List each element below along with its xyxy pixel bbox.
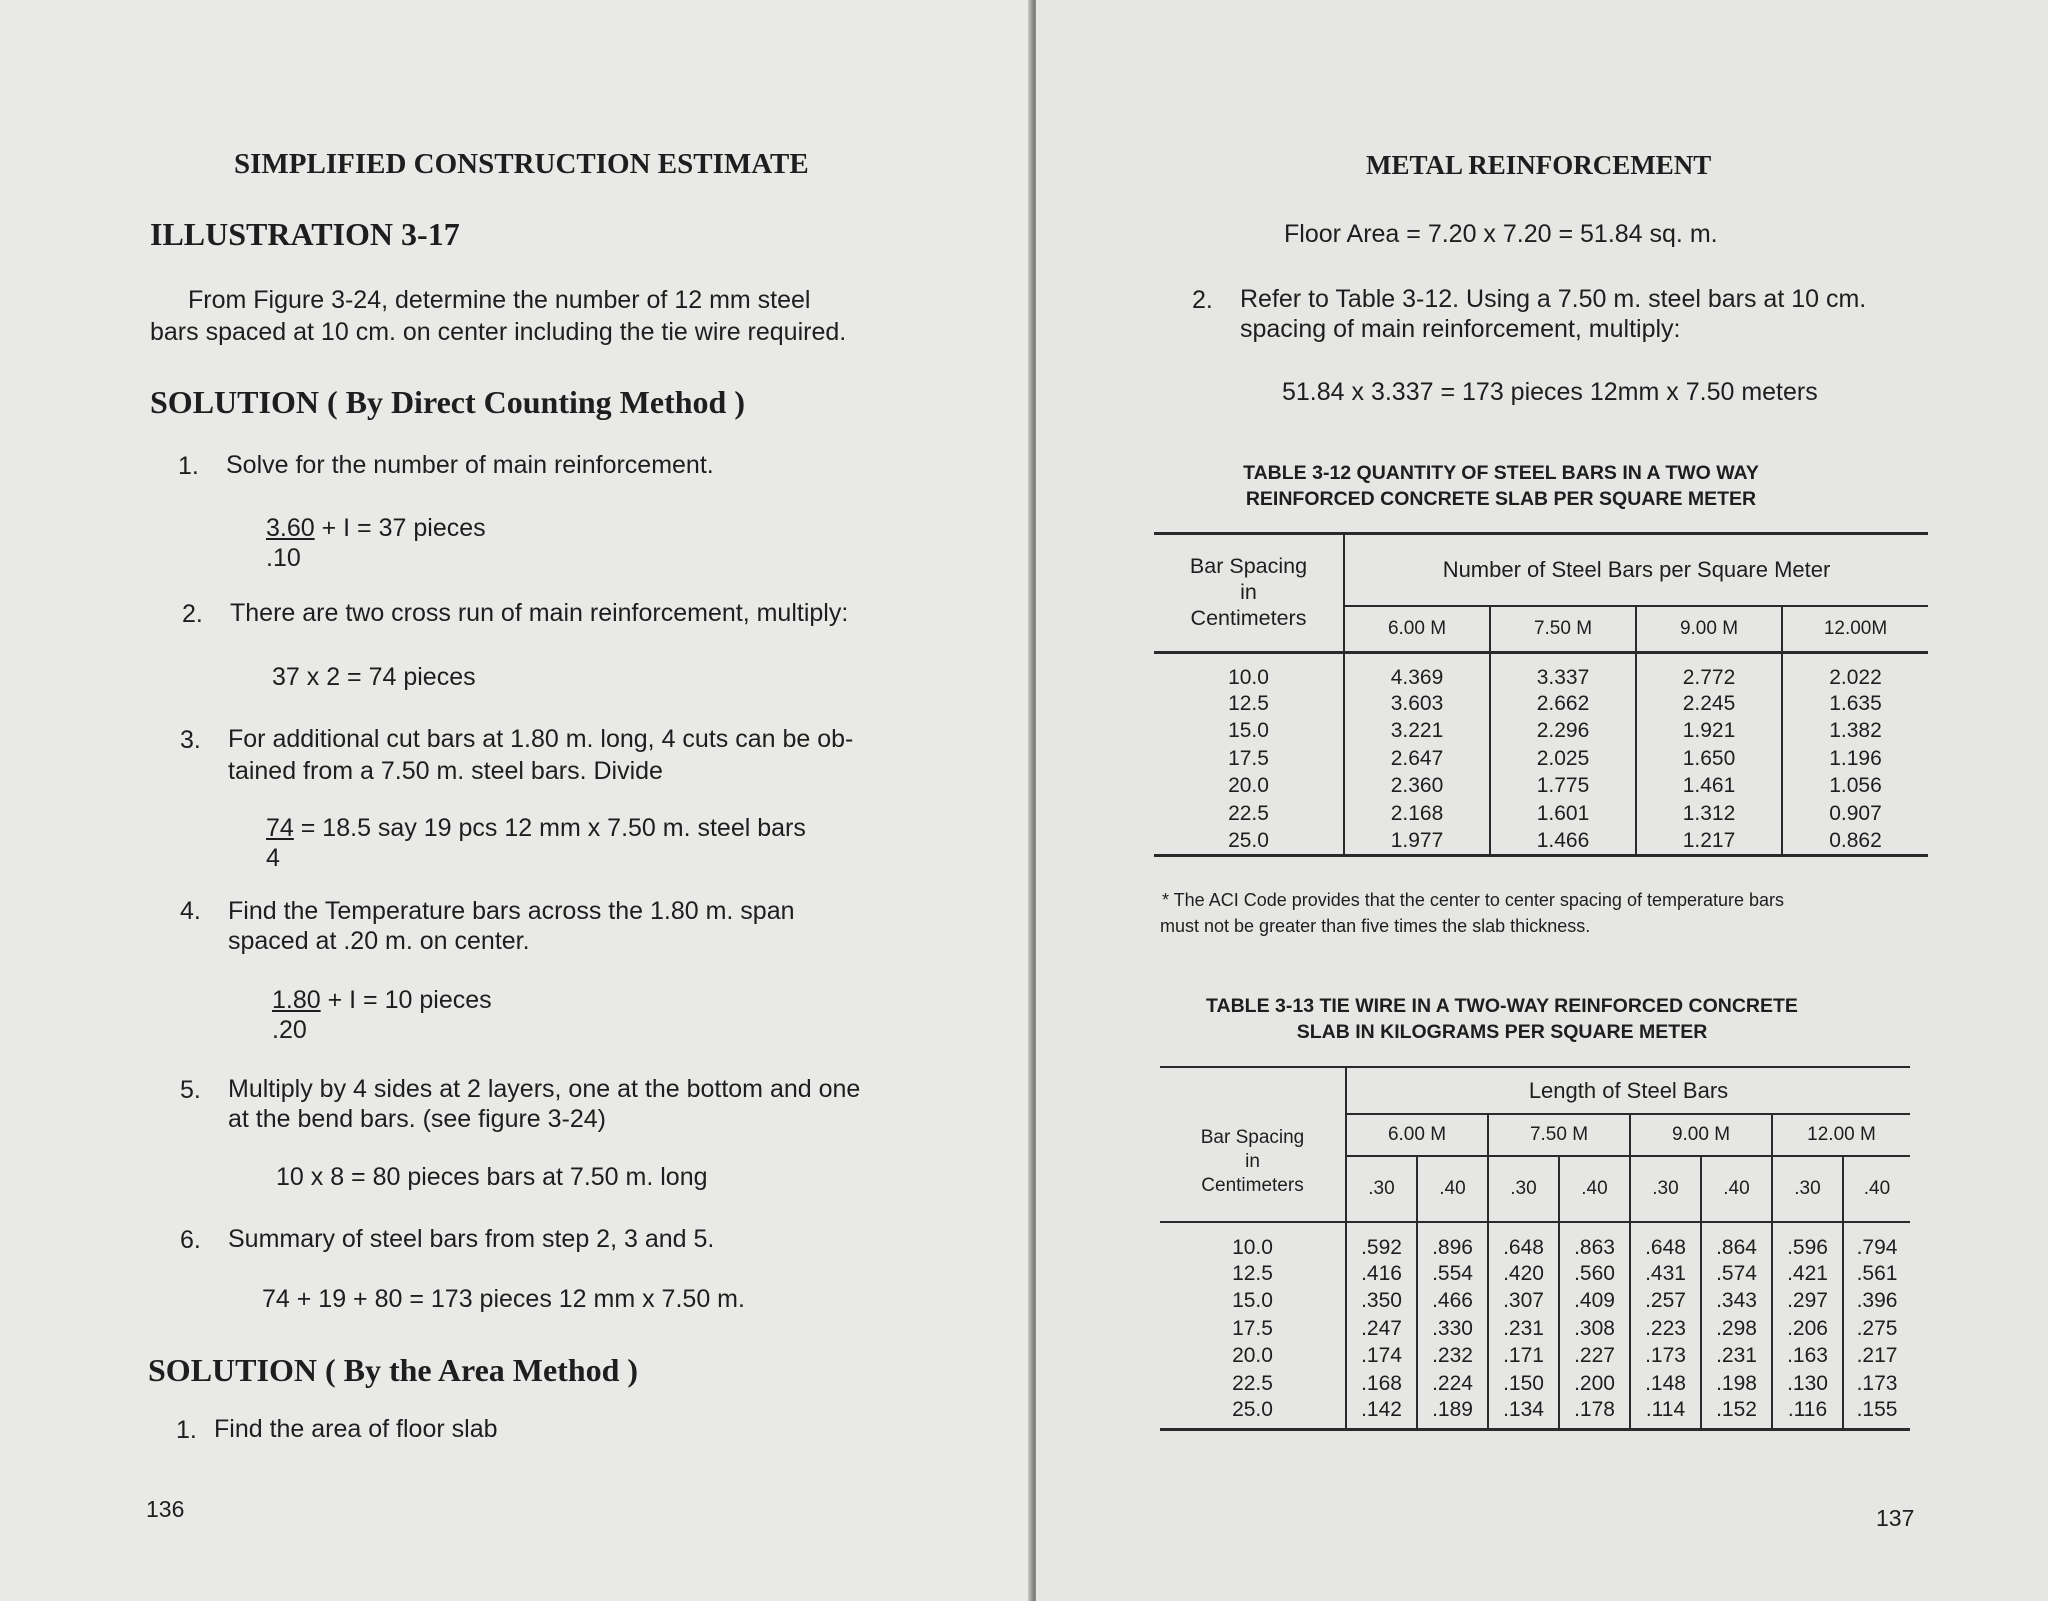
- step-number: 4.: [180, 897, 201, 925]
- group-header: Length of Steel Bars: [1346, 1068, 1910, 1114]
- table-caption: [1166, 993, 1838, 1045]
- table-row: [1160, 1343, 1910, 1371]
- subcolumn-header: .30: [1772, 1156, 1843, 1222]
- value-cell: .223: [1630, 1315, 1701, 1343]
- spacing-cell: 22.5: [1154, 800, 1344, 828]
- value-cell: 1.466: [1490, 828, 1636, 856]
- value-cell: 1.977: [1344, 828, 1490, 856]
- value-cell: 0.907: [1829, 801, 1882, 825]
- value-cell: 2.245: [1636, 690, 1782, 718]
- value-cell: .863: [1559, 1222, 1630, 1260]
- value-cell: .114: [1630, 1398, 1701, 1430]
- row-header: [1160, 1068, 1346, 1222]
- row-header: [1154, 534, 1344, 652]
- value-cell: .152: [1701, 1398, 1772, 1430]
- column-header: 6.00 M: [1344, 606, 1490, 652]
- calc-rest: + I = 37 pieces: [321, 514, 486, 542]
- value-cell: .896: [1417, 1222, 1488, 1260]
- calc-rest: + I = 10 pieces: [327, 986, 492, 1014]
- step-number: 2.: [182, 600, 203, 628]
- calc-equation: 10 x 8 = 80 pieces bars at 7.50 m. long: [276, 1163, 708, 1191]
- value-cell: 2.662: [1490, 690, 1636, 718]
- illustration-title: ILLUSTRATION 3-17: [150, 216, 460, 252]
- value-cell: .648: [1630, 1222, 1701, 1260]
- value-cell: .134: [1488, 1398, 1559, 1430]
- value-cell: .275: [1856, 1316, 1898, 1340]
- table-row: [1160, 1315, 1910, 1343]
- page-number: 136: [146, 1496, 185, 1522]
- value-cell: .420: [1488, 1260, 1559, 1288]
- value-cell: .307: [1488, 1288, 1559, 1316]
- step-text: Find the Temperature bars across the 1.80 m. span: [228, 897, 795, 925]
- value-cell: .142: [1346, 1398, 1417, 1430]
- value-cell: .224: [1417, 1370, 1488, 1398]
- spacing-cell: 22.5: [1160, 1370, 1346, 1398]
- table-row: [1154, 828, 1928, 856]
- step-number: 1.: [178, 452, 199, 480]
- step-number: 3.: [180, 726, 201, 754]
- length-header: 7.50 M: [1488, 1114, 1630, 1156]
- value-cell: 1.056: [1829, 774, 1882, 798]
- subcolumn-header: .30: [1488, 1156, 1559, 1222]
- value-cell: .150: [1488, 1370, 1559, 1398]
- spacing-cell: 25.0: [1154, 828, 1344, 856]
- calc-fraction: [272, 985, 492, 1045]
- value-cell: .560: [1559, 1260, 1630, 1288]
- column-header: 9.00 M: [1636, 606, 1782, 652]
- calc-rest: = 18.5 say 19 pcs 12 mm x 7.50 m. steel bars: [300, 814, 806, 842]
- subcolumn-header: .40: [1559, 1156, 1630, 1222]
- spacing-cell: 10.0: [1154, 652, 1344, 690]
- value-cell: .130: [1772, 1370, 1843, 1398]
- value-cell: 1.921: [1636, 718, 1782, 746]
- spacing-cell: 25.0: [1160, 1398, 1346, 1430]
- value-cell: 3.221: [1344, 718, 1490, 746]
- value-cell: .163: [1772, 1343, 1843, 1371]
- value-cell: .330: [1417, 1315, 1488, 1343]
- spacing-cell: 17.5: [1160, 1315, 1346, 1343]
- value-cell: .350: [1346, 1288, 1417, 1316]
- spacing-cell: 12.5: [1160, 1260, 1346, 1288]
- value-cell: .416: [1346, 1260, 1417, 1288]
- spacing-cell: 15.0: [1160, 1288, 1346, 1316]
- value-cell: 2.025: [1490, 745, 1636, 773]
- value-cell: .308: [1559, 1315, 1630, 1343]
- value-cell: 3.337: [1490, 652, 1636, 690]
- step-text: spaced at .20 m. on center.: [228, 927, 530, 955]
- spacing-cell: 15.0: [1154, 718, 1344, 746]
- calc-numerator: 3.60: [266, 514, 315, 542]
- value-cell: 2.360: [1344, 773, 1490, 801]
- value-cell: .231: [1488, 1315, 1559, 1343]
- spacing-cell: 10.0: [1160, 1222, 1346, 1260]
- solution-heading-direct: SOLUTION ( By Direct Counting Method ): [150, 384, 745, 420]
- row-header-line: Bar Spacing: [1200, 1126, 1305, 1148]
- step-text: There are two cross run of main reinforcement, multiply:: [230, 599, 849, 627]
- table-row: [1154, 745, 1928, 773]
- step-text: Refer to Table 3-12. Using a 7.50 m. steel bars at 10 cm.: [1240, 285, 1867, 313]
- caption-line: SLAB IN KILOGRAMS PER SQUARE METER: [1296, 1021, 1708, 1043]
- step-number: 5.: [180, 1076, 201, 1104]
- subcolumn-header: .40: [1701, 1156, 1772, 1222]
- step-number: 2.: [1192, 286, 1213, 314]
- value-cell: .148: [1630, 1370, 1701, 1398]
- steel-bars-table: [1154, 534, 1928, 857]
- value-cell: .178: [1559, 1398, 1630, 1430]
- value-cell: .574: [1701, 1260, 1772, 1288]
- row-header-line: in: [1245, 1150, 1260, 1172]
- value-cell: .596: [1772, 1222, 1843, 1260]
- calc-numerator: 74: [266, 814, 294, 842]
- value-cell: 3.603: [1344, 690, 1490, 718]
- value-cell: 4.369: [1344, 652, 1490, 690]
- value-cell: .232: [1417, 1343, 1488, 1371]
- spacing-cell: 12.5: [1154, 690, 1344, 718]
- subcolumn-header: .40: [1863, 1178, 1891, 1199]
- subcolumn-header: .40: [1417, 1156, 1488, 1222]
- value-cell: .247: [1346, 1315, 1417, 1343]
- table-row: [1154, 718, 1928, 746]
- value-cell: .343: [1701, 1288, 1772, 1316]
- subcolumn-header: .30: [1346, 1156, 1417, 1222]
- value-cell: .227: [1559, 1343, 1630, 1371]
- solution-heading-area: SOLUTION ( By the Area Method ): [148, 1352, 639, 1388]
- calc-equation: 74 + 19 + 80 = 173 pieces 12 mm x 7.50 m.: [262, 1285, 745, 1313]
- calc-equation: 37 x 2 = 74 pieces: [272, 663, 476, 691]
- value-cell: .864: [1701, 1222, 1772, 1260]
- group-header: Number of Steel Bars per Square Meter: [1344, 534, 1928, 606]
- value-cell: 2.296: [1490, 718, 1636, 746]
- calc-denominator: .20: [272, 1016, 307, 1044]
- value-cell: .155: [1856, 1397, 1898, 1421]
- value-cell: .561: [1856, 1261, 1898, 1285]
- subcolumn-header: .30: [1630, 1156, 1701, 1222]
- caption-line: TABLE 3-12 QUANTITY OF STEEL BARS IN A TWO WAY: [1243, 462, 1759, 484]
- value-cell: .648: [1488, 1222, 1559, 1260]
- value-cell: 2.168: [1344, 800, 1490, 828]
- problem-line-2: bars spaced at 10 cm. on center including the tie wire required.: [150, 318, 847, 346]
- value-cell: .173: [1856, 1371, 1898, 1395]
- value-cell: .116: [1772, 1398, 1843, 1430]
- value-cell: 1.382: [1829, 719, 1882, 743]
- floor-area-equation: Floor Area = 7.20 x 7.20 = 51.84 sq. m.: [1284, 220, 1718, 248]
- value-cell: .257: [1630, 1288, 1701, 1316]
- value-cell: .198: [1701, 1370, 1772, 1398]
- value-cell: 1.461: [1636, 773, 1782, 801]
- value-cell: .174: [1346, 1343, 1417, 1371]
- caption-line: REINFORCED CONCRETE SLAB PER SQUARE METER: [1245, 488, 1757, 510]
- spacing-cell: 20.0: [1160, 1343, 1346, 1371]
- value-cell: .231: [1701, 1343, 1772, 1371]
- table-row: [1160, 1260, 1910, 1288]
- step-text: tained from a 7.50 m. steel bars. Divide: [228, 757, 663, 785]
- step-text: spacing of main reinforcement, multiply:: [1240, 315, 1681, 343]
- value-cell: 1.312: [1636, 800, 1782, 828]
- tie-wire-table: [1160, 1068, 1910, 1431]
- table-row: [1160, 1370, 1910, 1398]
- length-header: 6.00 M: [1346, 1114, 1488, 1156]
- value-cell: 1.635: [1829, 691, 1882, 715]
- step-text: Find the area of floor slab: [214, 1415, 498, 1443]
- value-cell: .396: [1856, 1289, 1898, 1313]
- table-caption: [1216, 460, 1786, 512]
- value-cell: .592: [1346, 1222, 1417, 1260]
- value-cell: .189: [1417, 1398, 1488, 1430]
- step-number: 6.: [180, 1226, 201, 1254]
- running-head: SIMPLIFIED CONSTRUCTION ESTIMATE: [234, 148, 809, 180]
- value-cell: .794: [1856, 1236, 1898, 1259]
- running-head: METAL REINFORCEMENT: [1366, 150, 1712, 180]
- footnote-line: * The ACI Code provides that the center to center spacing of temperature bars: [1162, 890, 1785, 910]
- value-cell: 1.775: [1490, 773, 1636, 801]
- value-cell: .466: [1417, 1288, 1488, 1316]
- column-header: 12.00M: [1823, 617, 1888, 639]
- length-header: 12.00 M: [1772, 1114, 1910, 1156]
- value-cell: .409: [1559, 1288, 1630, 1316]
- calc-numerator: 1.80: [272, 986, 321, 1014]
- value-cell: 2.022: [1829, 666, 1882, 689]
- value-cell: .554: [1417, 1260, 1488, 1288]
- column-header: 7.50 M: [1490, 606, 1636, 652]
- value-cell: 1.650: [1636, 745, 1782, 773]
- step-text: Solve for the number of main reinforcement.: [226, 451, 714, 479]
- spacing-cell: 17.5: [1154, 745, 1344, 773]
- footnote-line: must not be greater than five times the slab thickness.: [1160, 916, 1591, 936]
- value-cell: .298: [1701, 1315, 1772, 1343]
- row-header-line: Centimeters: [1190, 606, 1307, 631]
- value-cell: 0.862: [1829, 828, 1882, 852]
- value-cell: 2.772: [1636, 652, 1782, 690]
- value-cell: .171: [1488, 1343, 1559, 1371]
- value-cell: .421: [1772, 1260, 1843, 1288]
- right-page: [1036, 0, 2048, 1601]
- value-cell: .431: [1630, 1260, 1701, 1288]
- value-cell: 1.196: [1829, 746, 1882, 770]
- problem-line-1: From Figure 3-24, determine the number of 12 mm steel: [188, 286, 811, 314]
- row-header-line: Bar Spacing: [1189, 554, 1308, 579]
- value-cell: .168: [1346, 1370, 1417, 1398]
- length-header: 9.00 M: [1630, 1114, 1772, 1156]
- calc-fraction: [266, 813, 806, 873]
- spacing-cell: 20.0: [1154, 773, 1344, 801]
- calc-denominator: 4: [266, 844, 280, 872]
- step-number: 1.: [176, 1416, 197, 1444]
- calc-denominator: .10: [266, 544, 301, 572]
- value-cell: .206: [1772, 1315, 1843, 1343]
- step-text: For additional cut bars at 1.80 m. long, 4 cuts can be ob-: [228, 725, 854, 753]
- value-cell: .173: [1630, 1343, 1701, 1371]
- step-text: Multiply by 4 sides at 2 layers, one at the bottom and one: [228, 1075, 861, 1103]
- table-row: [1154, 690, 1928, 718]
- value-cell: .217: [1856, 1344, 1898, 1368]
- row-header-line: in: [1240, 580, 1257, 605]
- row-header-line: Centimeters: [1201, 1174, 1304, 1196]
- value-cell: .297: [1772, 1288, 1843, 1316]
- table-row: [1154, 800, 1928, 828]
- value-cell: 2.647: [1344, 745, 1490, 773]
- product-equation: 51.84 x 3.337 = 173 pieces 12mm x 7.50 meters: [1282, 378, 1818, 406]
- table-row: [1160, 1288, 1910, 1316]
- caption-line: TABLE 3-13 TIE WIRE IN A TWO-WAY REINFORCED CONCRETE: [1206, 995, 1798, 1017]
- step-text: at the bend bars. (see figure 3-24): [228, 1105, 607, 1133]
- step-text: Summary of steel bars from step 2, 3 and 5.: [228, 1225, 715, 1253]
- value-cell: 1.217: [1636, 828, 1782, 856]
- table-row: [1160, 1398, 1910, 1430]
- calc-fraction: [266, 513, 486, 573]
- value-cell: 1.601: [1490, 800, 1636, 828]
- table-row: [1154, 773, 1928, 801]
- table-row: [1160, 1222, 1910, 1260]
- table-row: [1154, 652, 1928, 690]
- page-number: 137: [1876, 1505, 1915, 1531]
- value-cell: .200: [1559, 1370, 1630, 1398]
